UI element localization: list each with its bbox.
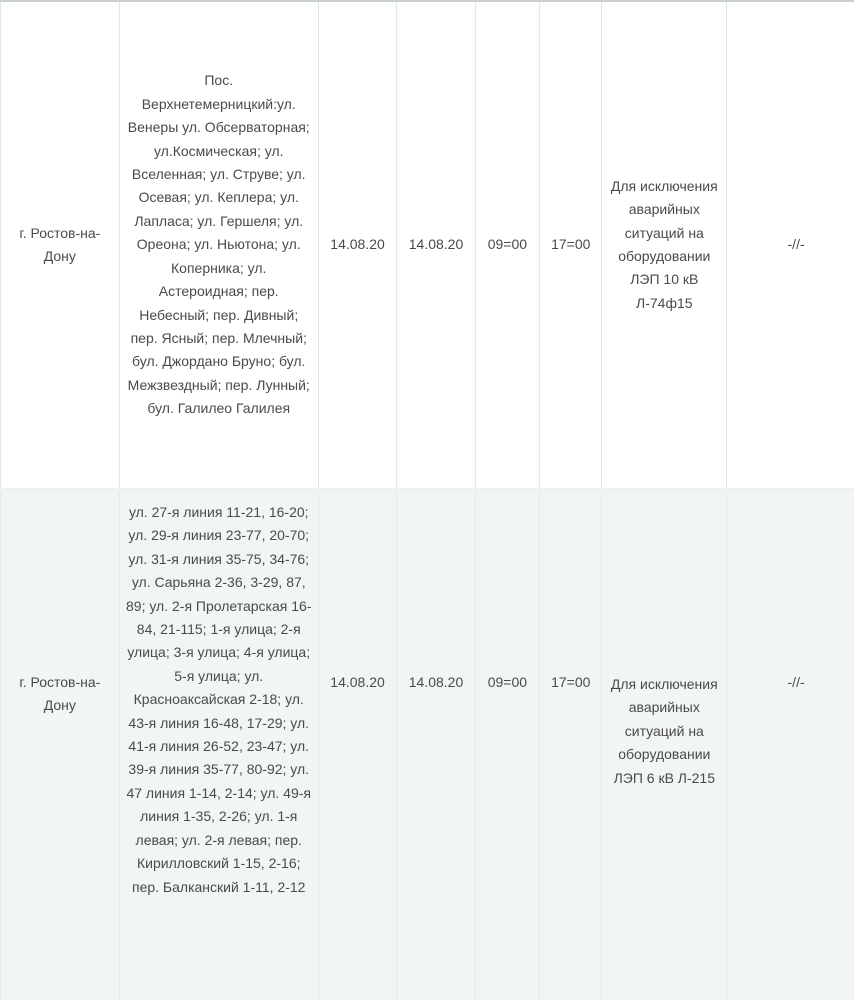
date-end-cell bbox=[397, 1, 475, 491]
city-cell bbox=[1, 1, 120, 491]
date-start-cell bbox=[318, 1, 396, 491]
time-start-text: 09=00 bbox=[487, 236, 528, 253]
date-start-cell bbox=[318, 491, 396, 1000]
streets-cell bbox=[119, 1, 318, 491]
time-end-text: 17=00 bbox=[551, 236, 591, 253]
streets-text: Пос. Верхнетемерницкий:ул. Венеры ул. Обсерваторная; ул.Космическая; ул. Вселенная; ул. Струве; ул. Осевая; ул. Кеплера; ул. Лапласа; ул. Гершеля; ул. Ореона; ул. Ньютона; ул. Коперника; ул. Астероидная; пер. Небесный; пер. Дивный; пер. Ясный; пер. Млечный; бул. Джордано Бруно; бул. Межзвездный; пер. Лунный; бул. Галилео Галилея bbox=[127, 72, 310, 417]
streets-text: ул. 27-я линия 11-21, 16-20; ул. 29-я линия 23-77, 20-70; ул. 31-я линия 35-75, 34-76; ул. Сарьяна 2-36, 3-29, 87, 89; ул. 2-я Пролетарская 16-84, 21-115; 1-я улица; 2-я улица; 3-я улица; 4-я улица; 5-я улица; ул. Красноаксайская 2-18; ул. 43-я линия 16-48, 17-29; ул. 41-я линия 26-52, 23-47; ул. 39-я линия 35-77, 80-92; ул. 47 линия 1-14, 2-14; ул. 49-я линия 1-35, 2-26; ул. 1-я левая; ул. 2-я левая; пер. Кирилловский 1-15, 2-16; пер. Балканский 1-11, 2-12 bbox=[126, 504, 312, 895]
time-end-text: 17=00 bbox=[551, 674, 591, 690]
time-end-cell bbox=[540, 491, 602, 1000]
reason-text: Для исключения аварийных ситуаций на оборудовании ЛЭП 6 кВ Л-215 bbox=[610, 676, 718, 786]
date-start-text: 14.08.20 bbox=[330, 674, 385, 690]
time-start-cell bbox=[475, 1, 539, 491]
city-text: г. Ростов-на-Дону bbox=[19, 674, 101, 714]
reason-text: Для исключения аварийных ситуаций на оборудовании ЛЭП 10 кВ Л-74ф15 bbox=[610, 177, 718, 311]
date-start-text: 14.08.20 bbox=[330, 236, 385, 253]
note-text: -//- bbox=[787, 674, 805, 690]
note-cell bbox=[727, 1, 854, 491]
note-cell bbox=[727, 491, 854, 1000]
reason-cell bbox=[602, 1, 727, 491]
date-end-text: 14.08.20 bbox=[408, 236, 464, 253]
city-text: г. Ростов-на-Дону bbox=[19, 224, 101, 264]
time-start-cell bbox=[475, 491, 539, 1000]
table-row bbox=[1, 1, 854, 491]
time-end-cell bbox=[540, 1, 602, 491]
reason-cell bbox=[602, 491, 727, 1000]
date-end-cell bbox=[397, 491, 475, 1000]
streets-cell bbox=[119, 491, 318, 1000]
date-end-text: 14.08.20 bbox=[408, 674, 464, 690]
note-text: -//- bbox=[787, 236, 805, 253]
city-cell bbox=[1, 491, 120, 1000]
table-row bbox=[1, 491, 854, 1000]
time-start-text: 09=00 bbox=[487, 674, 528, 690]
